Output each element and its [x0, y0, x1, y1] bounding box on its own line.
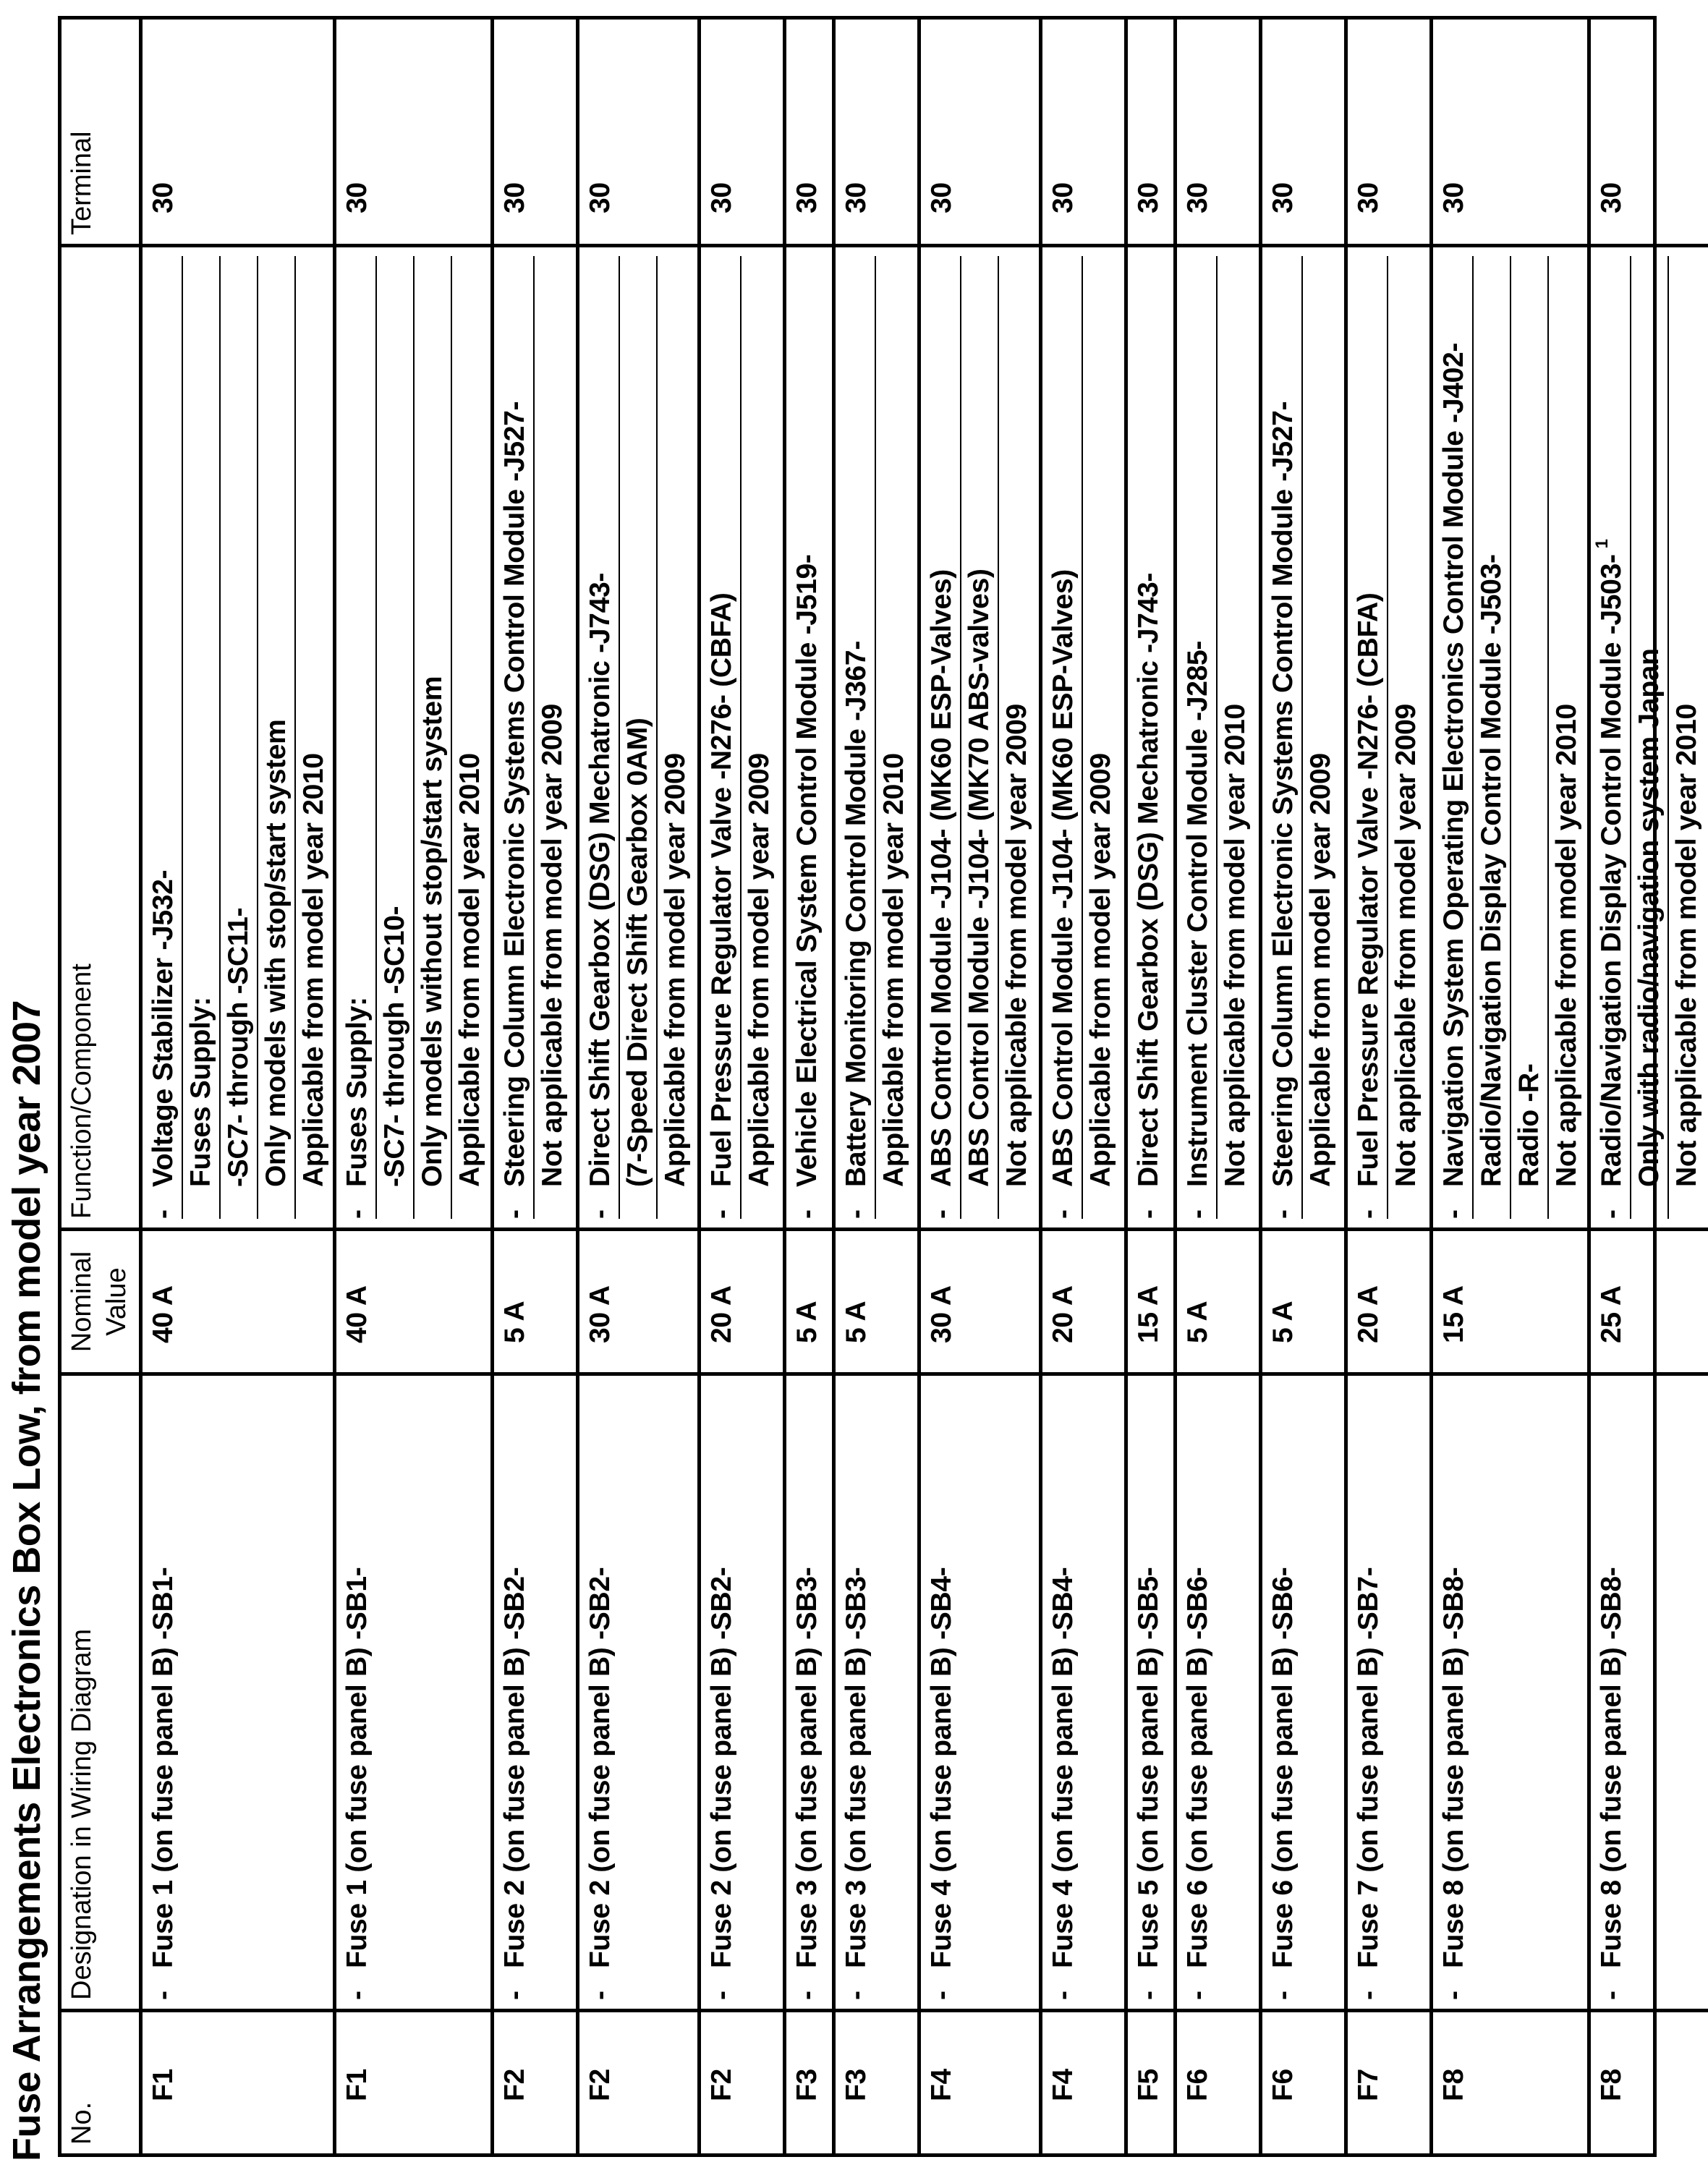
- terminal-value: 30: [1353, 182, 1384, 213]
- function-line: [1631, 256, 1669, 1219]
- cell-nominal-value: [1348, 1227, 1429, 1372]
- cell-function: [1348, 244, 1429, 1227]
- nominal-value: 5 A: [1182, 1301, 1213, 1343]
- cell-nominal-value: [1262, 1227, 1344, 1372]
- header-terminal: Terminal: [67, 131, 97, 235]
- function-text: Steering Column Electronic Systems Control Module -J527-: [499, 401, 530, 1187]
- function-text: Applicable from model year 2010: [454, 753, 485, 1187]
- function-line: [145, 256, 183, 1219]
- table-row: [143, 20, 336, 2153]
- cell-nominal-value: [836, 1227, 917, 1372]
- function-line: [1594, 256, 1631, 1219]
- function-line: [1303, 256, 1339, 1219]
- cell-terminal: [836, 20, 917, 244]
- terminal-value: 30: [841, 182, 872, 213]
- function-text: Fuel Pressure Regulator Valve -N276- (CBFA): [1353, 592, 1384, 1187]
- cell-function: [336, 244, 490, 1227]
- designation-text: Fuse 1 (on fuse panel B) -SB1-: [148, 1567, 179, 1968]
- terminal-value: 30: [499, 182, 530, 213]
- cell-designation: [1591, 1372, 1708, 2009]
- row-dash: -: [1048, 1991, 1079, 2000]
- nominal-value: 5 A: [499, 1301, 530, 1343]
- cell-no: [1177, 2009, 1259, 2153]
- table-row: [1128, 20, 1177, 2153]
- table-row: [921, 20, 1042, 2153]
- nominal-value: 5 A: [791, 1301, 823, 1343]
- function-line: [183, 256, 221, 1219]
- row-dash: -: [1438, 1209, 1469, 1219]
- terminal-value: 30: [926, 182, 957, 213]
- fuse-number: F7: [1353, 2069, 1384, 2101]
- designation-text: Fuse 1 (on fuse panel B) -SB1-: [341, 1567, 373, 1968]
- row-dash: -: [791, 1991, 823, 2000]
- function-text: ABS Control Module -J104- (MK60 ESP-Valves): [926, 569, 957, 1187]
- table-row: [1591, 20, 1708, 2153]
- cell-terminal: [786, 20, 832, 244]
- cell-nominal-value: [579, 1227, 697, 1372]
- nominal-value: 15 A: [1133, 1285, 1164, 1343]
- function-text: Direct Shift Gearbox (DSG) Mechatronic -J743-: [585, 572, 616, 1187]
- cell-terminal: [336, 20, 490, 244]
- cell-function: [579, 244, 697, 1227]
- terminal-value: 30: [148, 182, 179, 213]
- function-text: Fuel Pressure Regulator Valve -N276- (CBFA): [706, 592, 737, 1187]
- designation-text: Fuse 3 (on fuse panel B) -SB3-: [791, 1567, 823, 1968]
- designation-text: Fuse 2 (on fuse panel B) -SB2-: [499, 1567, 530, 1968]
- cell-nominal-value: [143, 1227, 333, 1372]
- function-line: [620, 256, 658, 1219]
- cell-designation: [1128, 1372, 1173, 2009]
- header-no: No.: [61, 2009, 139, 2153]
- cell-designation: [701, 1372, 783, 2009]
- function-text: -SC7- through -SC10-: [379, 906, 410, 1187]
- designation-text: Fuse 7 (on fuse panel B) -SB7-: [1353, 1567, 1384, 1968]
- function-text: Voltage Stabilizer -J532-: [148, 869, 179, 1187]
- function-line: [1218, 256, 1254, 1219]
- cell-designation: [494, 1372, 576, 2009]
- function-line: [658, 256, 694, 1219]
- fuse-number: F8: [1596, 2069, 1627, 2101]
- function-text: Only models without stop/start system: [417, 676, 448, 1187]
- row-dash: -: [1182, 1209, 1213, 1219]
- row-dash: -: [1182, 1991, 1213, 2000]
- function-line: [535, 256, 571, 1219]
- header-nominal-value: [61, 1227, 139, 1372]
- table-row: [836, 20, 921, 2153]
- nominal-value: 5 A: [1267, 1301, 1299, 1343]
- function-line: [704, 256, 742, 1219]
- function-text: ABS Control Module -J104- (MK60 ESP-Valves): [1048, 569, 1079, 1187]
- table-row: [494, 20, 579, 2153]
- function-line: [1083, 256, 1119, 1219]
- cell-terminal: [494, 20, 576, 244]
- cell-no: [1591, 2009, 1708, 2153]
- cell-terminal: [579, 20, 697, 244]
- row-dash: -: [341, 1991, 373, 2000]
- header-nominal-value-line1: Nominal: [67, 1251, 97, 1353]
- cell-no: [836, 2009, 917, 2153]
- function-text: Not applicable from model year 2009: [1390, 704, 1422, 1187]
- designation-text: Fuse 4 (on fuse panel B) -SB4-: [1048, 1567, 1079, 1968]
- fuse-number: F3: [841, 2069, 872, 2101]
- table-header-row: [61, 20, 143, 2153]
- cell-no: [336, 2009, 490, 2153]
- function-line: [1180, 256, 1218, 1219]
- fuse-number: F1: [341, 2069, 373, 2101]
- header-designation: Designation in Wiring Diagram: [61, 1372, 139, 2009]
- cell-no: [701, 2009, 783, 2153]
- row-dash: -: [841, 1209, 872, 1219]
- cell-designation: [786, 1372, 832, 2009]
- cell-designation: [143, 1372, 333, 2009]
- cell-function: [836, 244, 917, 1227]
- function-text: ABS Control Module -J104- (MK70 ABS-valves): [964, 569, 995, 1187]
- cell-terminal: [921, 20, 1039, 244]
- fuse-number: F8: [1438, 2069, 1469, 2101]
- cell-designation: [1262, 1372, 1344, 2009]
- cell-function: [1128, 244, 1173, 1227]
- function-line: [1436, 256, 1474, 1219]
- row-dash: -: [1048, 1209, 1079, 1219]
- terminal-value: 30: [585, 182, 616, 213]
- function-line: [339, 256, 377, 1219]
- function-text: Battery Monitoring Control Module -J367-: [841, 640, 872, 1187]
- row-dash: -: [1596, 1209, 1627, 1219]
- nominal-value: 15 A: [1438, 1285, 1469, 1343]
- cell-nominal-value: [336, 1227, 490, 1372]
- function-text: Not applicable from model year 2010: [1671, 704, 1702, 1187]
- table-row: [786, 20, 836, 2153]
- function-text: Steering Column Electronic Systems Control Module -J527-: [1267, 401, 1299, 1187]
- function-text: Vehicle Electrical System Control Module -J519-: [791, 554, 823, 1187]
- row-dash: -: [499, 1991, 530, 2000]
- function-text: Radio/Navigation Display Control Module -J503-: [1476, 554, 1507, 1187]
- function-line: [1669, 256, 1705, 1219]
- header-nominal-value-line2: Value: [101, 1267, 132, 1336]
- terminal-value: 30: [341, 182, 373, 213]
- row-dash: -: [1267, 1209, 1299, 1219]
- row-dash: -: [1267, 1991, 1299, 2000]
- row-dash: -: [926, 1991, 957, 2000]
- cell-no: [1348, 2009, 1429, 2153]
- table-row: [1433, 20, 1591, 2153]
- cell-no: [494, 2009, 576, 2153]
- cell-function: [921, 244, 1039, 1227]
- function-text: Fuses Supply:: [185, 997, 216, 1187]
- function-line: [1351, 256, 1388, 1219]
- nominal-value: 20 A: [1048, 1285, 1079, 1343]
- cell-nominal-value: [921, 1227, 1039, 1372]
- table-row: [1177, 20, 1262, 2153]
- function-text: (7-Speed Direct Shift Gearbox 0AM): [622, 718, 653, 1187]
- cell-function: [1591, 244, 1708, 1227]
- row-dash: -: [585, 1991, 616, 2000]
- row-dash: -: [791, 1209, 823, 1219]
- fuse-number: F2: [706, 2069, 737, 2101]
- cell-no: [921, 2009, 1039, 2153]
- function-line: [999, 256, 1035, 1219]
- header-function: Function/Component: [61, 244, 139, 1227]
- nominal-value: 30 A: [585, 1285, 616, 1343]
- fuse-number: F3: [791, 2069, 823, 2101]
- cell-designation: [336, 1372, 490, 2009]
- row-dash: -: [1353, 1209, 1384, 1219]
- terminal-value: 30: [1267, 182, 1299, 213]
- designation-text: Fuse 8 (on fuse panel B) -SB8-: [1596, 1567, 1627, 1968]
- designation-text: Fuse 2 (on fuse panel B) -SB2-: [585, 1567, 616, 1968]
- row-dash: -: [1133, 1991, 1164, 2000]
- function-text: Applicable from model year 2010: [298, 753, 329, 1187]
- function-line: [924, 256, 961, 1219]
- document-title: Fuse Arrangements Electronics Box Low, from model year 2007: [5, 1000, 48, 2161]
- cell-terminal: [1177, 20, 1259, 244]
- function-line: [415, 256, 452, 1219]
- function-line: [1045, 256, 1083, 1219]
- cell-terminal: [1262, 20, 1344, 244]
- row-dash: -: [706, 1991, 737, 2000]
- designation-text: Fuse 2 (on fuse panel B) -SB2-: [706, 1567, 737, 1968]
- terminal-value: 30: [706, 182, 737, 213]
- cell-designation: [921, 1372, 1039, 2009]
- cell-nominal-value: [786, 1227, 832, 1372]
- function-line: [452, 256, 488, 1219]
- footnote-marker: 1: [1592, 539, 1612, 549]
- function-text: Only models with stop/start system: [260, 719, 292, 1187]
- row-dash: -: [148, 1209, 179, 1219]
- table-row: [1262, 20, 1348, 2153]
- designation-text: Fuse 4 (on fuse panel B) -SB4-: [926, 1567, 957, 1968]
- cell-no: [579, 2009, 697, 2153]
- fuse-number: F2: [585, 2069, 616, 2101]
- cell-nominal-value: [701, 1227, 783, 1372]
- cell-terminal: [1042, 20, 1124, 244]
- function-line: [1265, 256, 1303, 1219]
- fuse-number: F1: [148, 2069, 179, 2101]
- row-dash: -: [1133, 1209, 1164, 1219]
- cell-nominal-value: [1591, 1227, 1708, 1372]
- function-text: Applicable from model year 2009: [1305, 753, 1336, 1187]
- fuse-number: F6: [1182, 2069, 1213, 2101]
- cell-nominal-value: [1177, 1227, 1259, 1372]
- cell-nominal-value: [1128, 1227, 1173, 1372]
- function-line: [789, 256, 825, 1219]
- cell-nominal-value: [1042, 1227, 1124, 1372]
- function-line: [1131, 256, 1167, 1219]
- fuse-number: F4: [1048, 2069, 1079, 2101]
- fuse-table: [58, 16, 1702, 2157]
- fuse-number: F6: [1267, 2069, 1299, 2101]
- terminal-value: 30: [1048, 182, 1079, 213]
- row-dash: -: [585, 1209, 616, 1219]
- designation-text: Fuse 8 (on fuse panel B) -SB8-: [1438, 1567, 1469, 1968]
- function-line: [296, 256, 332, 1219]
- cell-nominal-value: [1433, 1227, 1587, 1372]
- cell-no: [1042, 2009, 1124, 2153]
- cell-designation: [1348, 1372, 1429, 2009]
- cell-function: [1262, 244, 1344, 1227]
- function-line: [377, 256, 415, 1219]
- function-line: [582, 256, 620, 1219]
- function-text: Radio/Navigation Display Control Module -J503-: [1596, 554, 1627, 1187]
- terminal-value: 30: [1438, 182, 1469, 213]
- function-line: [838, 256, 876, 1219]
- designation-text: Fuse 3 (on fuse panel B) -SB3-: [841, 1567, 872, 1968]
- function-text: Fuses Supply:: [341, 997, 373, 1187]
- function-line: [1511, 256, 1549, 1219]
- nominal-value: 30 A: [926, 1285, 957, 1343]
- terminal-value: 30: [791, 182, 823, 213]
- cell-no: [1262, 2009, 1344, 2153]
- cell-no: [1433, 2009, 1587, 2153]
- row-dash: -: [1438, 1991, 1469, 2000]
- row-dash: -: [148, 1991, 179, 2000]
- nominal-value: 20 A: [1353, 1285, 1384, 1343]
- cell-designation: [1433, 1372, 1587, 2009]
- function-text: Not applicable from model year 2009: [1001, 704, 1032, 1187]
- function-line: [1474, 256, 1511, 1219]
- cell-function: [786, 244, 832, 1227]
- row-dash: -: [499, 1209, 530, 1219]
- designation-text: Fuse 5 (on fuse panel B) -SB5-: [1133, 1567, 1164, 1968]
- fuse-number: F5: [1133, 2069, 1164, 2101]
- row-dash: -: [926, 1209, 957, 1219]
- function-text: Not applicable from model year 2010: [1220, 704, 1251, 1187]
- function-text: -SC7- through -SC11-: [223, 907, 254, 1187]
- table-row: [1348, 20, 1433, 2153]
- function-text: Direct Shift Gearbox (DSG) Mechatronic -J743-: [1133, 572, 1164, 1187]
- nominal-value: 40 A: [341, 1285, 373, 1343]
- function-line: [876, 256, 912, 1219]
- cell-terminal: [1348, 20, 1429, 244]
- row-dash: -: [841, 1991, 872, 2000]
- cell-designation: [1042, 1372, 1124, 2009]
- function-line: [221, 256, 258, 1219]
- row-dash: -: [341, 1209, 373, 1219]
- cell-no: [786, 2009, 832, 2153]
- cell-no: [1128, 2009, 1173, 2153]
- cell-designation: [1177, 1372, 1259, 2009]
- cell-nominal-value: [494, 1227, 576, 1372]
- row-dash: -: [1596, 1991, 1627, 2000]
- row-dash: -: [706, 1209, 737, 1219]
- cell-no: [143, 2009, 333, 2153]
- table-row: [701, 20, 786, 2153]
- fuse-number: F4: [926, 2069, 957, 2101]
- cell-function: [1433, 244, 1587, 1227]
- nominal-value: 20 A: [706, 1285, 737, 1343]
- cell-designation: [836, 1372, 917, 2009]
- cell-designation: [579, 1372, 697, 2009]
- cell-function: [143, 244, 333, 1227]
- nominal-value: 40 A: [148, 1285, 179, 1343]
- function-text: Applicable from model year 2009: [660, 753, 691, 1187]
- function-text: Navigation System Operating Electronics Control Module -J402-: [1438, 342, 1469, 1187]
- cell-terminal: [143, 20, 333, 244]
- cell-terminal: [1433, 20, 1587, 244]
- function-text: Only with radio/navigation system Japan: [1633, 648, 1665, 1187]
- cell-terminal: [701, 20, 783, 244]
- table-row: [1042, 20, 1128, 2153]
- function-line: [258, 256, 296, 1219]
- function-line: [1549, 256, 1585, 1219]
- cell-function: [701, 244, 783, 1227]
- designation-text: Fuse 6 (on fuse panel B) -SB6-: [1182, 1567, 1213, 1968]
- function-text: Applicable from model year 2010: [878, 753, 909, 1187]
- nominal-value: 5 A: [841, 1301, 872, 1343]
- cell-function: [1177, 244, 1259, 1227]
- function-line: [1388, 256, 1424, 1219]
- table-row: [579, 20, 701, 2153]
- function-text: Instrument Cluster Control Module -J285-: [1182, 640, 1213, 1187]
- nominal-value: 25 A: [1596, 1285, 1627, 1343]
- function-text: Not applicable from model year 2009: [537, 704, 568, 1187]
- function-text: Not applicable from model year 2010: [1551, 704, 1582, 1187]
- designation-text: Fuse 6 (on fuse panel B) -SB6-: [1267, 1567, 1299, 1968]
- cell-function: [1042, 244, 1124, 1227]
- cell-terminal: [1128, 20, 1173, 244]
- terminal-value: 30: [1133, 182, 1164, 213]
- function-line: [742, 256, 778, 1219]
- fuse-number: F2: [499, 2069, 530, 2101]
- cell-function: [494, 244, 576, 1227]
- cell-terminal: [1591, 20, 1708, 244]
- terminal-value: 30: [1596, 182, 1627, 213]
- function-text: Applicable from model year 2009: [1085, 753, 1116, 1187]
- function-line: [497, 256, 535, 1219]
- terminal-value: 30: [1182, 182, 1213, 213]
- function-line: [961, 256, 999, 1219]
- function-text: Radio -R-: [1513, 1063, 1545, 1187]
- row-dash: -: [1353, 1991, 1384, 2000]
- table-row: [336, 20, 494, 2153]
- function-text: Applicable from model year 2009: [744, 753, 775, 1187]
